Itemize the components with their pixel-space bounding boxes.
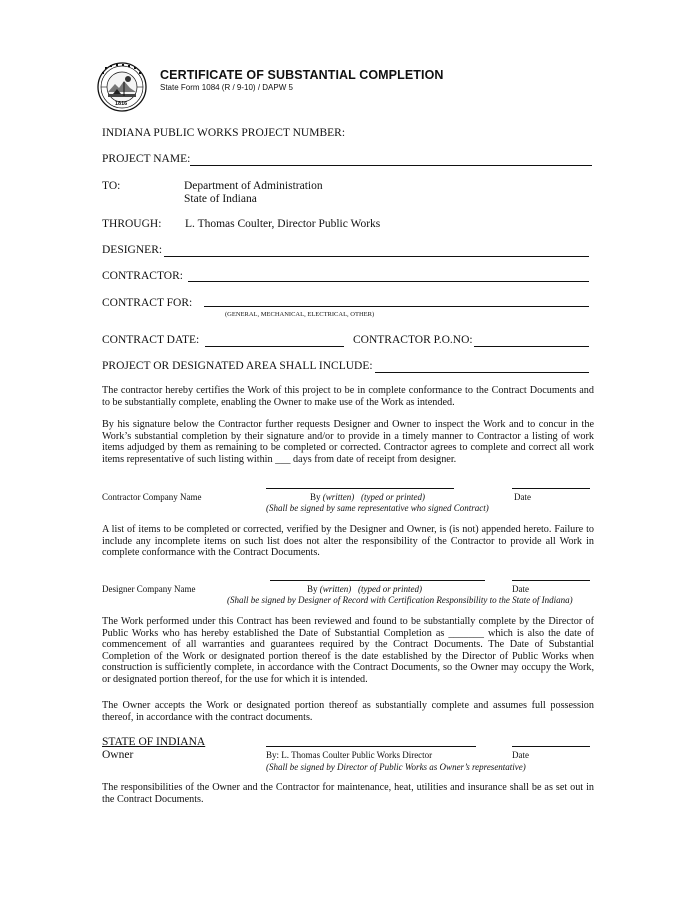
responsibilities-paragraph: The responsibilities of the Owner and the Contractor for maintenance, heat, utilities and insurance shall be as set out in the Contract Documents. xyxy=(102,782,594,805)
through-label: THROUGH: xyxy=(102,218,162,230)
contract-date-label: CONTRACT DATE: xyxy=(102,334,200,346)
to-line-2: State of Indiana xyxy=(184,193,257,205)
owner-signature-line[interactable] xyxy=(266,746,476,747)
designer-signature-note: (Shall be signed by Designer of Record with Certification Responsibility to the State of Indiana) xyxy=(227,595,573,605)
contractor-po-field[interactable] xyxy=(474,346,589,347)
owner-by-label: By: L. Thomas Coulter Public Works Director xyxy=(266,750,433,760)
contractor-date-line[interactable] xyxy=(512,488,590,489)
project-name-field[interactable] xyxy=(190,165,592,166)
contractor-by-label: By (written) (typed or printed) xyxy=(310,492,425,502)
contractor-label: CONTRACTOR: xyxy=(102,270,183,282)
project-name-label: PROJECT NAME: xyxy=(102,153,191,165)
owner-label: Owner xyxy=(102,749,134,761)
designer-field[interactable] xyxy=(164,256,589,257)
project-number-label: INDIANA PUBLIC WORKS PROJECT NUMBER: xyxy=(102,127,346,139)
contractor-signature-line[interactable] xyxy=(266,488,454,489)
designer-date-label: Date xyxy=(512,584,529,594)
certification-paragraph: The contractor hereby certifies the Work of this project to be in complete conformance to the Contract Documents and to be substantially complete, enabling the Owner to make use of the Work as intended. xyxy=(102,385,594,408)
contractor-po-label: CONTRACTOR P.O.NO: xyxy=(353,334,473,346)
substantial-completion-paragraph: The Work performed under this Contract has been reviewed and found to be substantially complete by the Director of Public Works who has hereby established the Date of Substantial Completion as _______ which is also the date of commencement of all warranties and guarantees required by the Contract Documents. The Date of Substantial Completion of the Work or designated portion thereof is the date established by the Director of Public Works when construction is sufficiently complete, in accordance with the Contract Documents, so the Owner may occupy the Work, or designated portion thereof, for the use for which it is intended. xyxy=(102,616,594,685)
contract-for-field[interactable] xyxy=(204,306,589,307)
designer-label: DESIGNER: xyxy=(102,244,163,256)
designer-by-label: By (written) (typed or printed) xyxy=(307,584,422,594)
contractor-signature-note: (Shall be signed by same representative who signed Contract) xyxy=(266,503,489,513)
contract-for-label: CONTRACT FOR: xyxy=(102,297,193,309)
designer-date-line[interactable] xyxy=(512,580,590,581)
inspection-request-paragraph: By his signature below the Contractor further requests Designer and Owner to inspect the Work and to concur in the Work’s substantial completion by their signature and/or to provide in a timely manner to Contractor a listing of work items adjudged by them as remaining to be completed or corrected. Contractor agrees to complete and correct all work items representative of such listing within ___ days from date of receipt from designer. xyxy=(102,419,594,465)
owner-acceptance-paragraph: The Owner accepts the Work or designated portion thereof as substantially complete and assumes full possession thereof, in accordance with the contract documents. xyxy=(102,700,594,723)
state-of-indiana-label: STATE OF INDIANA xyxy=(102,736,206,748)
to-label: TO: xyxy=(102,180,121,192)
designer-signature-line[interactable] xyxy=(270,580,485,581)
contract-for-hint: (GENERAL, MECHANICAL, ELECTRICAL, OTHER) xyxy=(225,311,375,318)
form-number: State Form 1084 (R / 9-10) / DAPW 5 xyxy=(160,83,293,92)
through-value: L. Thomas Coulter, Director Public Works xyxy=(185,218,381,230)
contractor-company-label: Contractor Company Name xyxy=(102,492,202,502)
seal-year: 1816 xyxy=(115,101,128,107)
designated-area-field[interactable] xyxy=(375,372,589,373)
owner-date-label: Date xyxy=(512,750,529,760)
contractor-field[interactable] xyxy=(188,281,589,282)
form-title: CERTIFICATE OF SUBSTANTIAL COMPLETION xyxy=(160,68,444,82)
state-seal-logo xyxy=(97,62,147,112)
contract-date-field[interactable] xyxy=(205,346,344,347)
owner-signature-note: (Shall be signed by Director of Public Works as Owner’s representative) xyxy=(266,762,526,772)
designer-company-label: Designer Company Name xyxy=(102,584,196,594)
designated-area-label: PROJECT OR DESIGNATED AREA SHALL INCLUDE: xyxy=(102,360,373,372)
owner-date-line[interactable] xyxy=(512,746,590,747)
to-line-1: Department of Administration xyxy=(184,180,323,192)
contractor-date-label: Date xyxy=(514,492,531,502)
punch-list-paragraph: A list of items to be completed or corrected, verified by the Designer and Owner, is (is not) appended hereto. Failure to include any incomplete items on such list does not alter the responsibility of the Contractor to provide all Work in complete conformance with the Contract Documents. xyxy=(102,524,594,559)
